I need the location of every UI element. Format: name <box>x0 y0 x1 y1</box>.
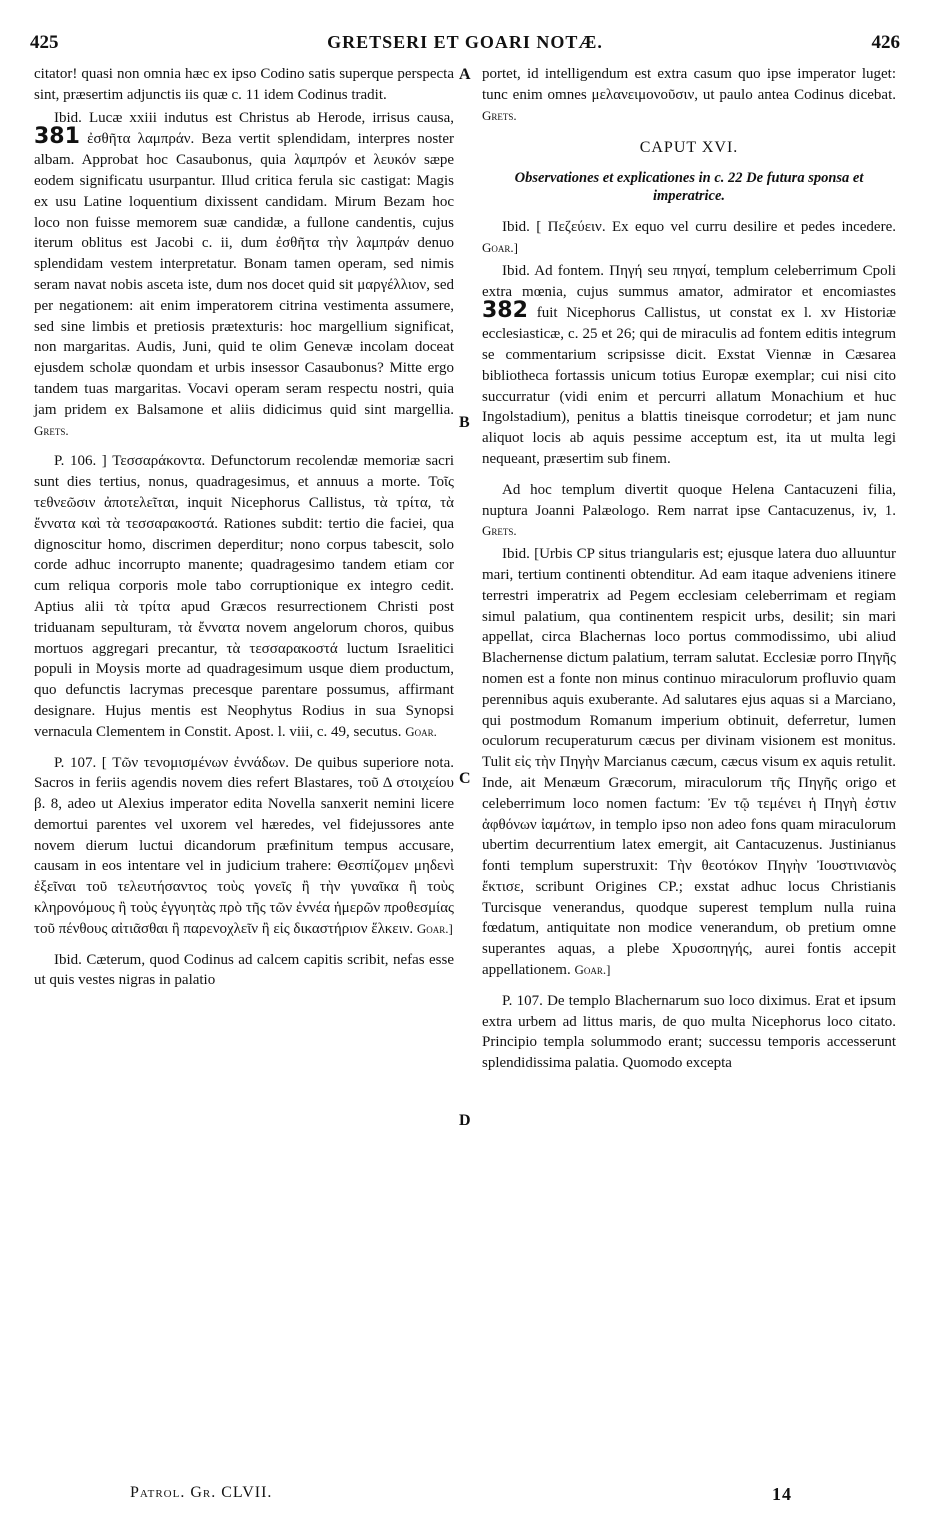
author-signature: Goar.] <box>416 920 453 936</box>
paragraph-text: fuit Nicephorus Callistus, ut constat ex l. xv Historiæ ecclesiasticæ, c. 25 et 26; qui de miraculis ad fontem editis integrum se commentarium scripsisse dicit. Exstat Viennæ in Cæsarea bibliotheca fortassis unicum totius Europæ exemplar; cui nisi cito succurratur (vidi enim et percurri allatum Monachium et huc Ingolstadium), penitus a blattis tineisque corrodetur; et jam nunc aliquot locis ab aquis pessime acceptum est, ita ut multa legi nequeant, præsertim sub finem. <box>482 305 897 467</box>
paragraph-text: Ad hoc templum divertit quoque Helena Cantacuzeni filia, nuptura Joanni Palæologo. Rem narrat ipse Cantacuzenus, iv, 1. <box>482 481 896 519</box>
margin-marker-d: D <box>459 1112 471 1129</box>
paragraph-text: Ibid. Lucæ xxiii indutus est Christus ab Herode, irrisus causa, <box>54 109 454 126</box>
paragraph <box>482 480 896 542</box>
left-column <box>34 64 454 993</box>
margin-marker-a: A <box>459 66 471 83</box>
footer-signature-number: 14 <box>772 1484 792 1504</box>
author-signature: Goar. <box>405 723 437 739</box>
paragraph: citator! quasi non omnia hæc ex ipso Codino satis superque perspecta sint, præsertim adjunctis iis quæ c. 11 idem Codinus tradit. <box>34 66 454 103</box>
paragraph-text: P. 106. ] Τεσσαράκοντα. Defunctorum recolendæ memoriæ sacri sunt dies tertius, nonus, quadragesimus, et annuus a morte. Τοῖς τεθνεῶσιν ἀποτελεῖται, inquit Nicephorus Callistus, τὰ τρίτα, τὰ ἔννατα καὶ τὰ τεσσαρακοστά. Rationes subdit: tertio die faciei, qua dignoscitur homo, discrimen deperditur; nono corpus tabescit, solo corde adhuc incorrupto manente; quadragesimo tandem etiam cor cum reliqua corporis mole tabo corruptionique ex integro cedit. Aptius alii τὰ τρίτα apud Græcos resurrectionem Christi post triduanam sepulturam, τὰ ἔννατα novem angelorum choros, quibus mortuos aggregari precantur, τὰ τεσσαρακοστά luctum Israelitici populi in Moysis morte ad quadragesimum usque diem productum, quo defunctis lacrymas precesque parentare possumus, affirmant designare. Hujus mentis est Neophytus Rodius in sua Synopsi vernacula Clementem in Constit. Apost. l. viii, c. 49, secutus. <box>34 453 454 740</box>
paragraph-text: portet, id intelligendum est extra casum quo ipse imperator luget: tunc enim omnes μελανειμονοῦσιν, ut paulo antea Codinus dicebat. <box>482 66 896 103</box>
margin-marker-c: C <box>459 770 471 787</box>
author-signature: Goar.] <box>482 239 518 255</box>
page-header <box>30 32 900 62</box>
chapter-subtitle: Observationes et explicationes in c. 22 De futura sponsa et imperatrice. <box>514 170 864 205</box>
paragraph: Ibid. Cæterum, quod Codinus ad calcem capitis scribit, nefas esse ut quis vestes nigras in palatio <box>34 951 454 989</box>
paragraph: P. 107. De templo Blachernarum suo loco diximus. Erat et ipsum extra urbem ad littus maris, de quo multa Nicephorus loco citato. Principio templa solummodo erant; successu temporis accesserunt splendidissima palatia. Quomodo excepta <box>482 992 896 1072</box>
right-column <box>482 64 896 1076</box>
paragraph <box>482 544 896 981</box>
paragraph-text: Ibid. [ Πεζεύειν. Ex equo vel curru desilire et pedes incedere. <box>502 219 896 236</box>
author-signature: Grets. <box>34 422 69 438</box>
paragraph-text: ἐσθῆτα λαμπράν. Beza vertit splendidam, interpres noster albam. Approbat hoc Casaubonus, quia λαμπρόν et λευκόν sæpe eodem significatu usurpantur. Illud critica ferula sic castigat: Magis ex usu Latine loquentium dixissent candidam. Mirum Bezam hoc loco non fuisse memorem suæ candidæ, a fullone candentis, cujus iterum oblitus est Jacobi c. ii, dum ἐσθῆτα τὴν λαμπράν denuo splendidam vestem interpretatur. Bonam tamen operam, sed nimis seram navat nobis asceta iste, dum nos docet quid sit μαργέλλιον, sed per negationem: ait enim imperatorem citrina vestimenta assumere, sed sine limbis et pretiosis prætexturis: hoc margellium significat, non margaritas. Audis, Juni, quid te olim Genevæ incolam doceat ejusdem scholæ quondam et urbis insessor Casaubonus? Mitte ergo tandem tuas margaritas. Vocavi operam seram respectu nostri, quia jam pridem ex Balsamone et aliis didicimus quid sint margellia. <box>34 131 455 418</box>
chapter-heading: CAPUT XVI. <box>639 139 739 157</box>
column-number: 382 <box>482 298 528 324</box>
paragraph <box>482 217 896 259</box>
column-number: 381 <box>34 124 80 150</box>
paragraph-text: Ibid. Ad fontem. Πηγή seu πηγαί, templum celeberrimum Cpoli extra mœnia, cujus summus amator, admirator et encomiastes <box>482 262 896 300</box>
paragraph <box>34 451 454 742</box>
paragraph <box>482 64 896 126</box>
paragraph <box>34 108 454 442</box>
paragraph <box>34 753 454 940</box>
page-number-left: 425 <box>30 32 59 53</box>
footer-volume: Patrol. Gr. CLVII. <box>130 1484 273 1501</box>
paragraph-text: P. 107. [ Τῶν τενομισμένων ἐννάδων. De quibus superiore nota. Sacros in feriis agendis novem dies refert Blastares, τοῦ Δ στοιχείου β. 8, adeo ut Alexius imperator edita Novella sanxerit nemini licere demortui parentes vel uxorem vel hæredes, vel fidejussores ante novem dierum luctui dicandorum præfinitum tempus accusare, causam in eos intentare vel in judicium trahere: Θεσπίζομεν μηδενὶ ἐξεῖναι τοῦ τελευτήσαντος τοὺς γονεῖς ἢ τὴν γυναῖκα ἢ τοὺς κληρονόμους ἢ τοὺς ἐγγυητὰς πρὸ τῆς τῶν ἐννέα ἡμερῶν προθεσμίας τοῦ πένθους αἰτιᾶσθαι ἢ παρενοχλεῖν ἢ εἰς δικαστήριον ἕλκειν. <box>34 754 454 937</box>
paragraph-text: Ibid. [Urbis CP situs triangularis est; ejusque latera duo alluuntur mari, tertium continenti obtenditur. Ad eam itaque adveniens itinere terrestri imperatrix ad Pegem ecclesiam celeberrimam et regiam simul palatium, qua continentem respicit urbs, desilit; sin mari appellat, circa Blachernas loco portus commodissimo, ubi aliud Blachernense dictum palatium, terram salutat. Ecclesiæ porro Πηγῆς nomen est a fonte non minus continuo miraculorum profluvio quam perennibus aquis exuberante. Ad salutares ejus aquas si a Marciano, qui postmodum Romanum imperium obtinuit, deferretur, lumen oculorum recuperaturum cæcus per divinam visionem est monitus. Tulit εἰς τὴν Πηγὴν Marcianus cæcum, cæcus visum ex aquis retulit. Inde, ait Menæum Græcorum, miraculorum τῆς Πηγῆς origo et celeberrimum loco nomen factum: Ἐν τῷ τεμένει ἡ Πηγὴ ἐστιν ἀφθόνων ἰαμάτων, in templo ipso non adeo fons quam miraculorum ubertim decurrentium latex emergit, ait Cantacuzenus. Justinianus fonti templum superstruxit: Τὴν θεοτόκον Πηγὴν Ἰουστινιανὸς ἔκτισε, scribunt Origines CP.; exstat adhuc locus Christianis Turcisque venerandus, quodque superest templum nulla ruina fœdatum, antiquitate non modice venerandum, ob pretium omne superantes aquas, a plebe Χρυσοπηγής, aurei fontis accepit appellationem. <box>482 546 896 979</box>
running-title: GRETSERI ET GOARI NOTÆ. <box>327 32 603 52</box>
margin-marker-b: B <box>459 414 470 431</box>
author-signature: Grets. <box>482 523 517 539</box>
paragraph <box>482 261 896 470</box>
author-signature: Grets. <box>482 107 517 123</box>
author-signature: Goar.] <box>574 962 611 978</box>
page-number-right: 426 <box>871 32 900 53</box>
